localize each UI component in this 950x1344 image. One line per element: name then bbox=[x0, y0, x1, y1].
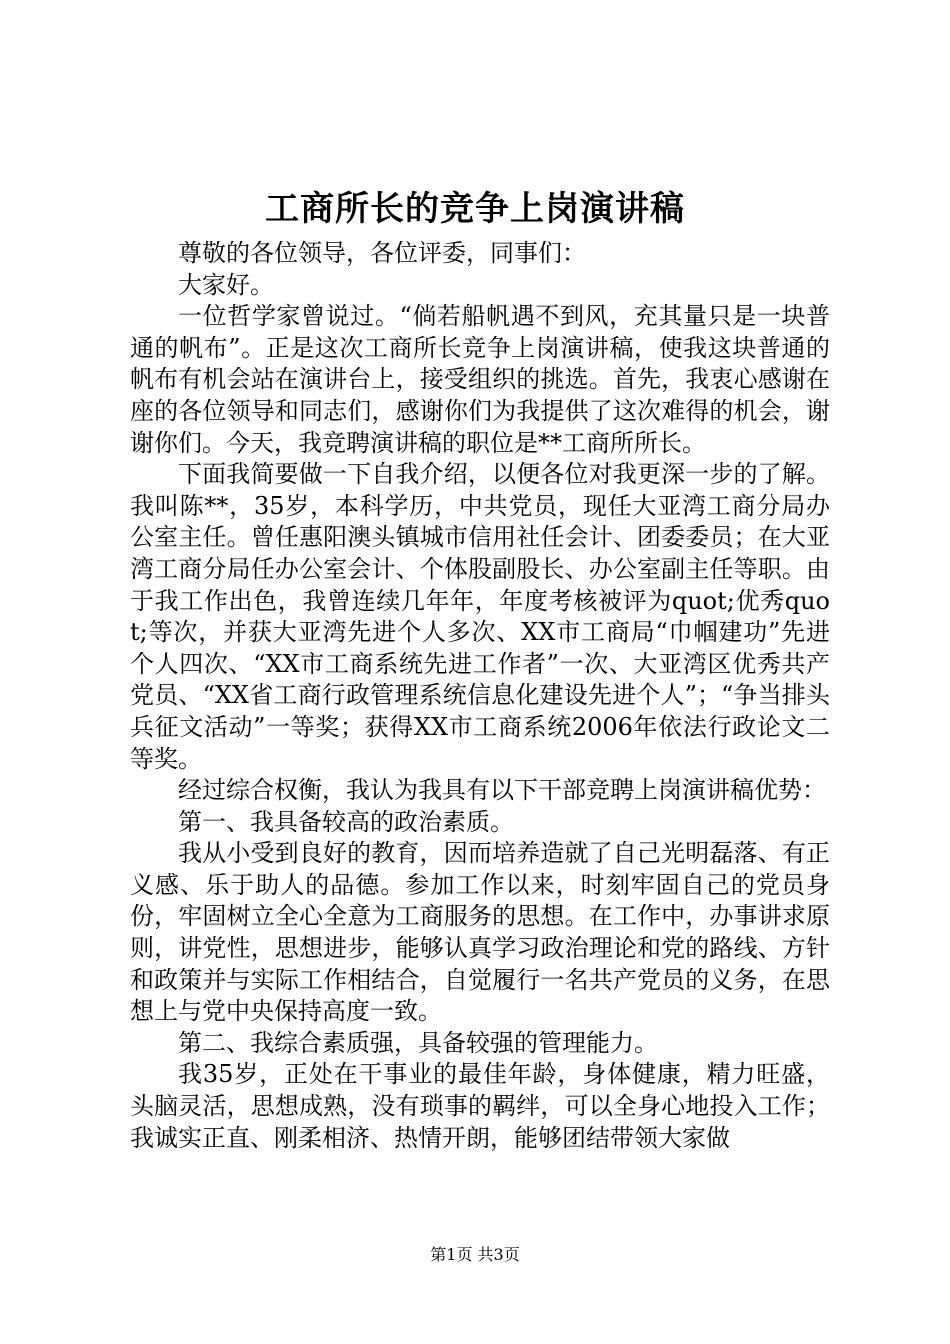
salutation-paragraph: 尊敬的各位领导，各位评委，同事们： bbox=[178, 239, 586, 267]
page-number-footer: 第1页 共3页 bbox=[430, 1245, 520, 1264]
political-quality-paragraph: 我从小受到良好的教育，因而培养造就了自己光明磊落、有正义感、乐于助人的品德。参加工作以来，时刻牢固自己的党员身份，牢固树立全心全意为工商服务的思想。在工作中，办事讲求原则，讲党性，思想进步，能够认真学习政治理论和党的路线、方针和政策并与实际工作相结合，自觉履行一名共产党员的义务，在思想上与党中央保持高度一致。 bbox=[130, 839, 830, 1026]
opening-paragraph: 一位哲学家曾说过。“倘若船帆遇不到风，充其量只是一块普通的帆布”。正是这次工商所长竞争上岗演讲稿，使我这块普通的帆布有机会站在演讲台上，接受组织的挑选。首先，我衷心感谢在座的各位领导和同志们，感谢你们为我提供了这次难得的机会，谢谢你们。今天，我竞聘演讲稿的职位是**工商所所长。 bbox=[130, 302, 830, 457]
advantages-intro-paragraph: 经过综合权衡，我认为我具有以下干部竞聘上岗演讲稿优势： bbox=[178, 776, 826, 805]
document-body bbox=[130, 238, 830, 1154]
greeting-paragraph: 大家好。 bbox=[178, 270, 274, 299]
section-heading-first: 第一、我具备较高的政治素质。 bbox=[178, 807, 514, 836]
section-heading-second: 第二、我综合素质强，具备较强的管理能力。 bbox=[178, 1028, 658, 1057]
self-introduction-paragraph: 下面我简要做一下自我介绍，以便各位对我更深一步的了解。我叫陈**，35岁，本科学历，中共党员，现任大亚湾工商分局办公室主任。曾任惠阳澳头镇城市信用社任会计、团委委员；在大亚湾工商分局任办公室会计、个体股副股长、办公室副主任等职。由于我工作出色，我曾连续几年年，年度考核被评为quot;优秀quot;等次，并获大亚湾先进个人多次、XX市工商局“巾帼建功”先进个人四次、“XX市工商系统先进工作者”一次、大亚湾区优秀共产党员、“XX省工商行政管理系统信息化建设先进个人”；“争当排头兵征文活动”一等奖；获得XX市工商系统2006年依法行政论文二等奖。 bbox=[130, 460, 830, 773]
management-ability-paragraph: 我35岁，正处在干事业的最佳年龄，身体健康，精力旺盛，头脑灵活，思想成熟，没有琐事的羁绊，可以全身心地投入工作；我诚实正直、刚柔相济、热情开朗，能够团结带领大家做 bbox=[130, 1060, 830, 1152]
document-title: 工商所长的竞争上岗演讲稿 bbox=[265, 189, 685, 229]
